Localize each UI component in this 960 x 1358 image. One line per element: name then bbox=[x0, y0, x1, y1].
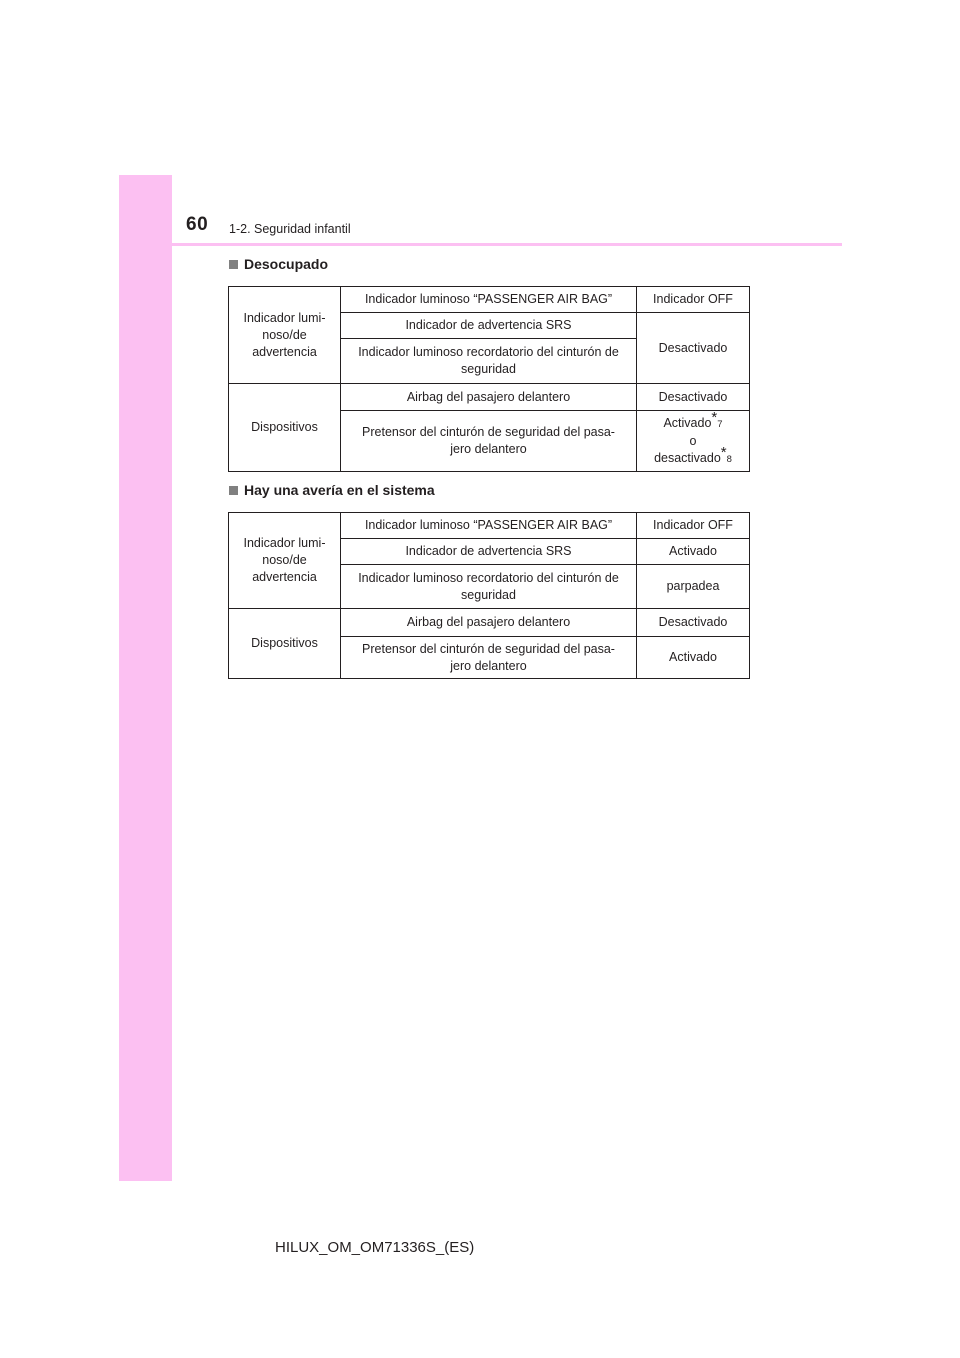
item-pab-indicator: Indicador luminoso “PASSENGER AIR BAG” bbox=[341, 513, 637, 539]
item-srs-warning: Indicador de advertencia SRS bbox=[341, 313, 637, 339]
page-number: 60 bbox=[186, 214, 209, 235]
value-passenger-airbag: Desactivado bbox=[637, 384, 750, 411]
value-belt-reminder: parpadea bbox=[637, 565, 750, 609]
header-rule bbox=[119, 243, 842, 246]
value-pab-indicator: Indicador OFF bbox=[637, 287, 750, 313]
table-row bbox=[229, 513, 750, 539]
item-passenger-airbag: Airbag del pasajero delantero bbox=[341, 384, 637, 411]
subhead-label: Desocupado bbox=[244, 256, 329, 272]
group-label-devices: Dispositivos bbox=[229, 384, 341, 472]
value-pretensioner: Activado bbox=[637, 637, 750, 679]
subhead-system-fault bbox=[229, 482, 435, 498]
subhead-label: Hay una avería en el sistema bbox=[244, 482, 435, 498]
item-pretensioner: Pretensor del cinturón de seguridad del pasa- jero delantero bbox=[341, 411, 637, 472]
table-row bbox=[229, 384, 750, 411]
square-bullet-icon bbox=[229, 260, 238, 269]
item-pab-indicator: Indicador luminoso “PASSENGER AIR BAG” bbox=[341, 287, 637, 313]
value-activated: Activado bbox=[663, 415, 712, 430]
item-srs-warning: Indicador de advertencia SRS bbox=[341, 539, 637, 565]
asterisk-icon: * bbox=[711, 408, 718, 426]
item-passenger-airbag: Airbag del pasajero delantero bbox=[341, 609, 637, 637]
value-deactivated: desactivado bbox=[654, 450, 721, 465]
item-belt-reminder: Indicador luminoso recordatorio del cinturón de seguridad bbox=[341, 565, 637, 609]
square-bullet-icon bbox=[229, 486, 238, 495]
side-tab-bar bbox=[119, 175, 172, 1181]
value-or: o bbox=[689, 433, 697, 448]
table-row bbox=[229, 609, 750, 637]
value-srs-warning: Activado bbox=[637, 539, 750, 565]
footnote-ref-8: 8 bbox=[726, 453, 732, 465]
value-pab-indicator: Indicador OFF bbox=[637, 513, 750, 539]
section-title: 1-2. Seguridad infantil bbox=[229, 222, 351, 236]
item-belt-reminder: Indicador luminoso recordatorio del cinturón de seguridad bbox=[341, 339, 637, 384]
table-row bbox=[229, 287, 750, 313]
group-label-devices: Dispositivos bbox=[229, 609, 341, 679]
asterisk-icon: * bbox=[720, 443, 727, 461]
status-table-system-fault bbox=[228, 512, 750, 679]
footnote-ref-7: 7 bbox=[717, 418, 723, 430]
item-pretensioner: Pretensor del cinturón de seguridad del pasa- jero delantero bbox=[341, 637, 637, 679]
value-passenger-airbag: Desactivado bbox=[637, 609, 750, 637]
value-pretensioner bbox=[637, 408, 750, 472]
value-srs-and-belt: Desactivado bbox=[637, 313, 750, 384]
document-code-footer: HILUX_OM_OM71336S_(ES) bbox=[275, 1239, 475, 1256]
subhead-desocupado bbox=[229, 256, 328, 272]
group-label-indicators: Indicador lumi- noso/de advertencia bbox=[229, 513, 341, 609]
status-table-desocupado bbox=[228, 286, 750, 472]
group-label-indicators: Indicador lumi- noso/de advertencia bbox=[229, 287, 341, 384]
